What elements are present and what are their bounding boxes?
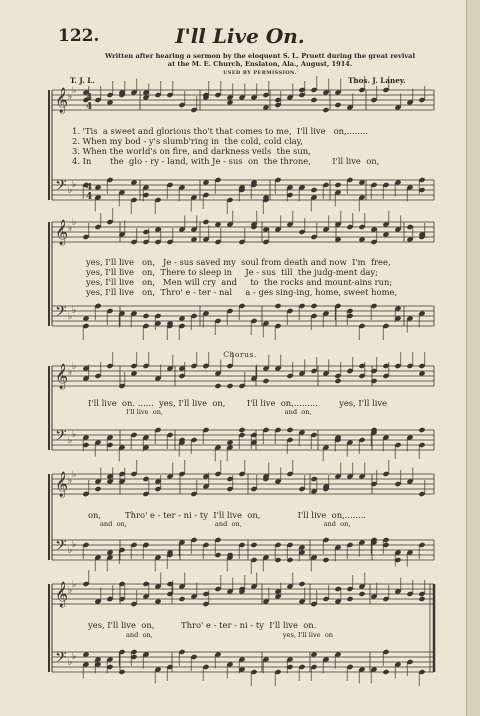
chorus-3-soprano-lyrics: yes, I'll live on, Thro' e - ter - ni - ty I'll live on. <box>88 620 317 630</box>
time-signature-top: 4 <box>86 93 93 103</box>
treble-clef-icon: 𝄞 <box>55 88 69 113</box>
note-head <box>334 102 341 108</box>
note-head <box>250 542 257 548</box>
flat-icon: ♭ <box>72 306 77 316</box>
flat-icon: ♭ <box>68 368 73 378</box>
note-head <box>334 378 341 384</box>
flat-icon: ♭ <box>68 224 73 234</box>
treble-clef-icon: 𝄞 <box>55 220 69 245</box>
flat-icon: ♭ <box>72 652 77 662</box>
verse-3-line-1: 3. When the world's on fire, and darkness veils the sun, <box>72 146 311 156</box>
note-head <box>286 427 293 433</box>
note-head <box>178 596 185 602</box>
bass-clef-icon: 𝄢 <box>55 303 67 324</box>
chorus-2-bass-lyrics: and on, and on, and on, <box>100 520 351 528</box>
note-head <box>238 427 245 433</box>
verse-1-line-1: 1. 'Tis a sweet and glorious tho't that comes to me, I'll live on,........ <box>72 126 368 136</box>
bass-clef-icon: 𝄢 <box>55 177 67 198</box>
flat-icon: ♭ <box>68 586 73 596</box>
note-head <box>142 313 149 319</box>
note-head <box>262 378 269 384</box>
flat-icon: ♭ <box>72 180 77 190</box>
flat-icon: ♭ <box>72 86 77 96</box>
bass-clef-icon: 𝄢 <box>55 537 67 558</box>
verse-4-line-2: yes, I'll live on, Thro' e - ter - nal a - ges sing-ing, home, sweet home, <box>86 287 398 297</box>
flat-icon: ♭ <box>68 476 73 486</box>
subtitle-line-2: at the M. E. Church, Enslaton, Ala., August, 1914. <box>167 60 353 68</box>
time-signature-bottom: 4 <box>86 102 93 112</box>
note-head <box>274 303 281 309</box>
note-head <box>310 303 317 309</box>
bass-clef-icon: 𝄢 <box>55 649 67 670</box>
flat-icon: ♭ <box>72 580 77 590</box>
flat-icon: ♭ <box>68 186 73 196</box>
time-signature-bottom: 4 <box>86 192 93 202</box>
flat-icon: ♭ <box>72 540 77 550</box>
chorus-1-bass-lyrics: I'll live on, and on, <box>126 408 312 416</box>
note-head <box>214 383 221 389</box>
permission-note: USED BY PERMISSION. <box>223 70 297 76</box>
flat-icon: ♭ <box>68 92 73 102</box>
flat-icon: ♭ <box>68 436 73 446</box>
treble-clef-icon: 𝄞 <box>55 582 69 607</box>
note-head <box>370 378 377 384</box>
note-head <box>322 557 329 563</box>
treble-clef-icon: 𝄞 <box>55 472 69 497</box>
note-head <box>334 182 341 188</box>
note-head <box>310 187 317 193</box>
note-head <box>298 581 305 587</box>
flat-icon: ♭ <box>68 312 73 322</box>
note-head <box>358 591 365 597</box>
verse-3-line-2: yes, I'll live on, Men will cry and to the rocks and mount-ains run; <box>86 277 393 287</box>
note-head <box>382 669 389 675</box>
treble-clef-icon: 𝄞 <box>55 364 69 389</box>
chorus-1-soprano-lyrics: I'll live on. ...... yes, I'll live on, I'll live on,......... yes, I'll live <box>88 398 388 408</box>
chorus-label: Chorus. <box>223 350 257 359</box>
note-head <box>94 486 101 492</box>
note-head <box>202 219 209 225</box>
verse-1-line-2: yes, I'll live on, Je - sus saved my soul from death and now I'm free, <box>86 257 391 267</box>
note-head <box>310 97 317 103</box>
note-head <box>346 596 353 602</box>
flat-icon: ♭ <box>72 362 77 372</box>
verse-4-line-1: 4. In the glo - ry - land, with Je - sus on the throne, I'll live on, <box>72 156 380 166</box>
music-credit: Thos. J. Laney. <box>348 76 406 85</box>
flat-icon: ♭ <box>72 470 77 480</box>
flat-icon: ♭ <box>72 430 77 440</box>
note-head <box>418 427 425 433</box>
words-credit: T. J. L. <box>70 76 95 85</box>
chorus-2-soprano-lyrics: on, Thro' e - ter - ni - ty I'll live on, I'll live on,........ <box>88 510 367 520</box>
bass-clef-icon: 𝄢 <box>55 427 67 448</box>
subtitle-line-1: Written after hearing a sermon by the eloquent S. L. Pruett during the great revival <box>105 52 415 60</box>
note-head <box>418 596 425 602</box>
note-head <box>118 669 125 675</box>
time-signature-top: 4 <box>86 183 93 193</box>
note-head <box>322 107 329 113</box>
chorus-3-bass-lyrics: and on, yes, I'll live on <box>126 631 334 639</box>
hymn-number: 122. <box>58 26 100 46</box>
flat-icon: ♭ <box>68 546 73 556</box>
hymn-title: I'll Live On. <box>175 24 305 48</box>
flat-icon: ♭ <box>68 658 73 668</box>
verse-2-line-1: 2. When my bod - y's slumb'ring in the cold, cold clay, <box>72 136 303 146</box>
verse-2-line-2: yes, I'll live on, There to sleep in Je - sus till the judg-ment day; <box>86 267 378 277</box>
note-head <box>226 383 233 389</box>
flat-icon: ♭ <box>72 218 77 228</box>
